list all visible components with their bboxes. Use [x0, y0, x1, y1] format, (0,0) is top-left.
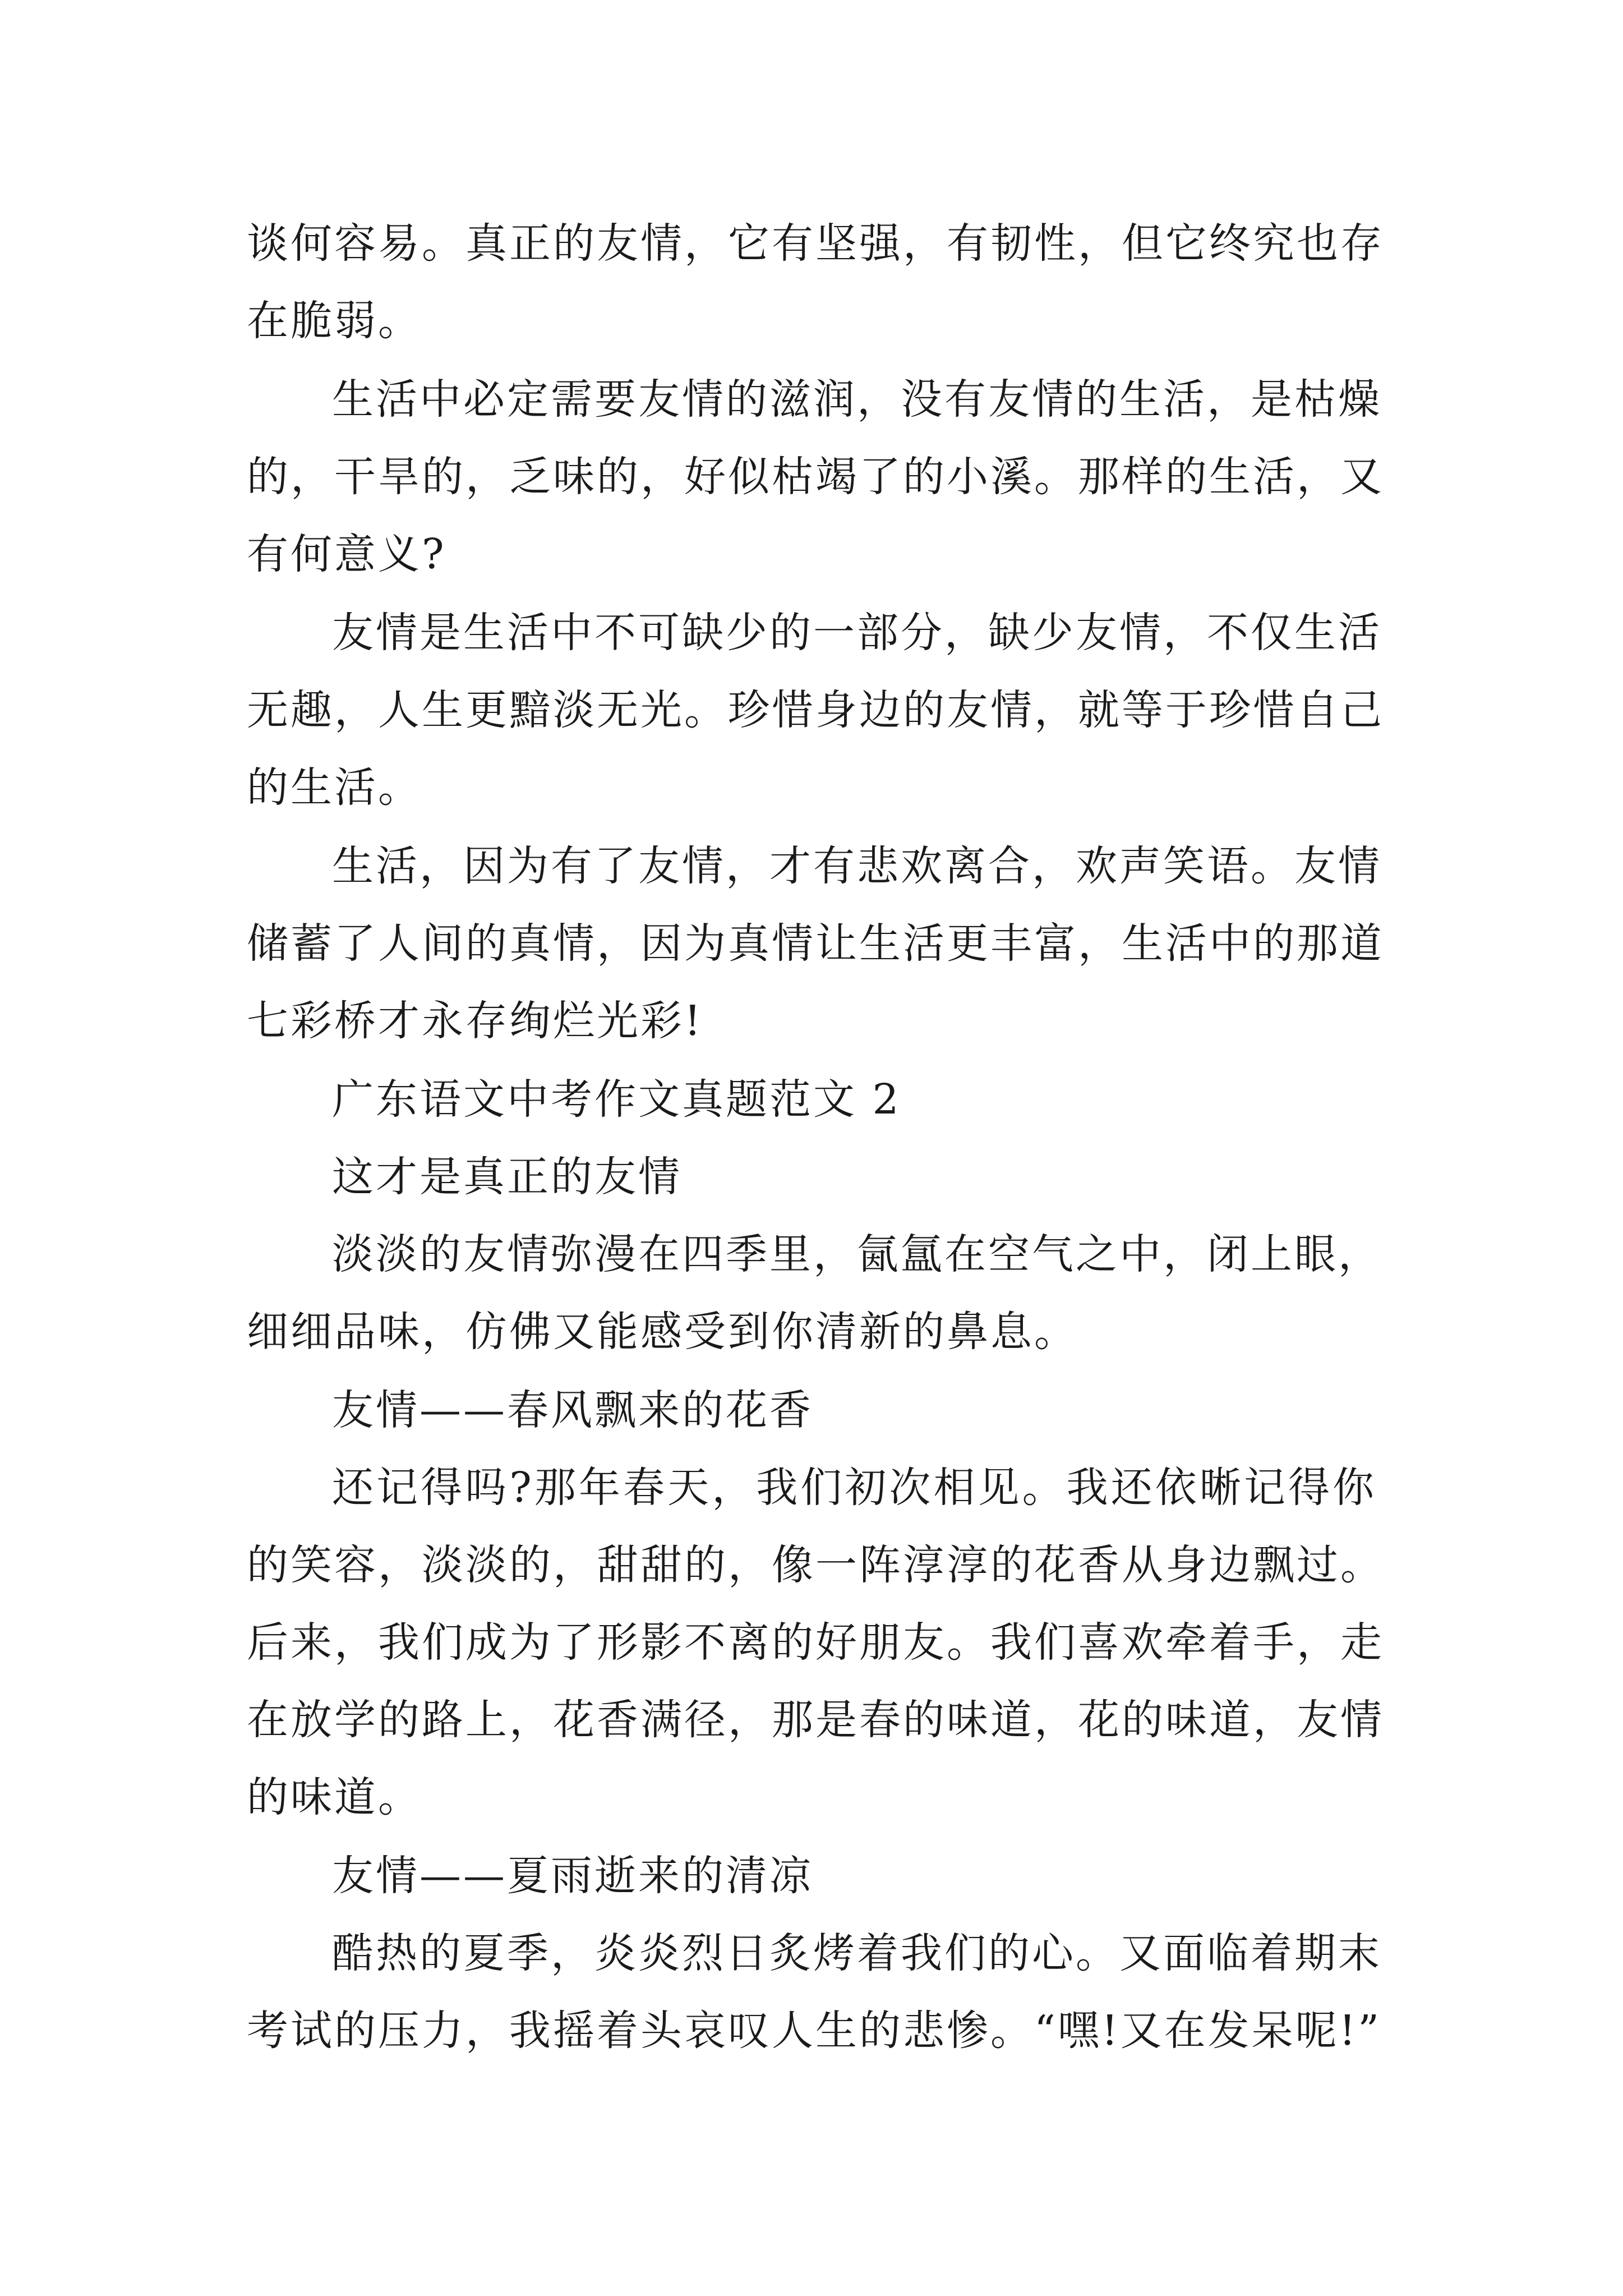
text-line: 还记得吗?那年春天，我们初次相见。我还依晰记得你 [332, 1464, 1376, 1512]
text-line: 友情是生活中不可缺少的一部分，缺少友情，不仅生活 [332, 609, 1382, 657]
text-line: 的生活。 [247, 763, 422, 812]
text-line: 储蓄了人间的真情，因为真情让生活更丰富，生活中的那道 [247, 919, 1384, 968]
text-line: 有何意义? [247, 530, 446, 578]
essay-heading: 广东语文中考作文真题范文 2 [332, 1075, 901, 1124]
text-line: 生活中必定需要友情的滋润，没有友情的生活，是枯燥 [332, 375, 1382, 424]
text-line: 在放学的路上，花香满径，那是春的味道，花的味道，友情 [247, 1696, 1384, 1744]
essay-title: 这才是真正的友情 [332, 1153, 682, 1201]
text-line: 七彩桥才永存绚烂光彩! [247, 997, 703, 1045]
text-line: 生活，因为有了友情，才有悲欢离合，欢声笑语。友情 [332, 842, 1382, 890]
text-line: 酷热的夏季，炎炎烈日炙烤着我们的心。又面临着期末 [332, 1929, 1382, 1977]
section-heading-summer: 友情——夏雨逝来的清凉 [332, 1852, 813, 1900]
text-line: 细细品味，仿佛又能感受到你清新的鼻息。 [247, 1308, 1078, 1356]
text-line: 后来，我们成为了形影不离的好朋友。我们喜欢牵着手，走 [247, 1618, 1384, 1667]
text-line: 无趣，人生更黯淡无光。珍惜身边的友情，就等于珍惜自己 [247, 686, 1384, 734]
text-line: 考试的压力，我摇着头哀叹人生的悲惨。“嘿!又在发呆呢!” [247, 2007, 1382, 2055]
text-line: 淡淡的友情弥漫在四季里，氤氲在空气之中，闭上眼， [332, 1230, 1382, 1278]
text-line: 在脆弱。 [247, 297, 422, 345]
section-heading-spring: 友情——春风飘来的花香 [332, 1386, 813, 1434]
text-line: 的，干旱的，乏味的，好似枯竭了的小溪。那样的生活，又 [247, 453, 1384, 501]
text-line: 的笑容，淡淡的，甜甜的，像一阵淳淳的花香从身边飘过。 [247, 1541, 1384, 1589]
text-line: 的味道。 [247, 1773, 422, 1821]
text-line: 谈何容易。真正的友情，它有坚强，有韧性，但它终究也存 [247, 219, 1384, 268]
